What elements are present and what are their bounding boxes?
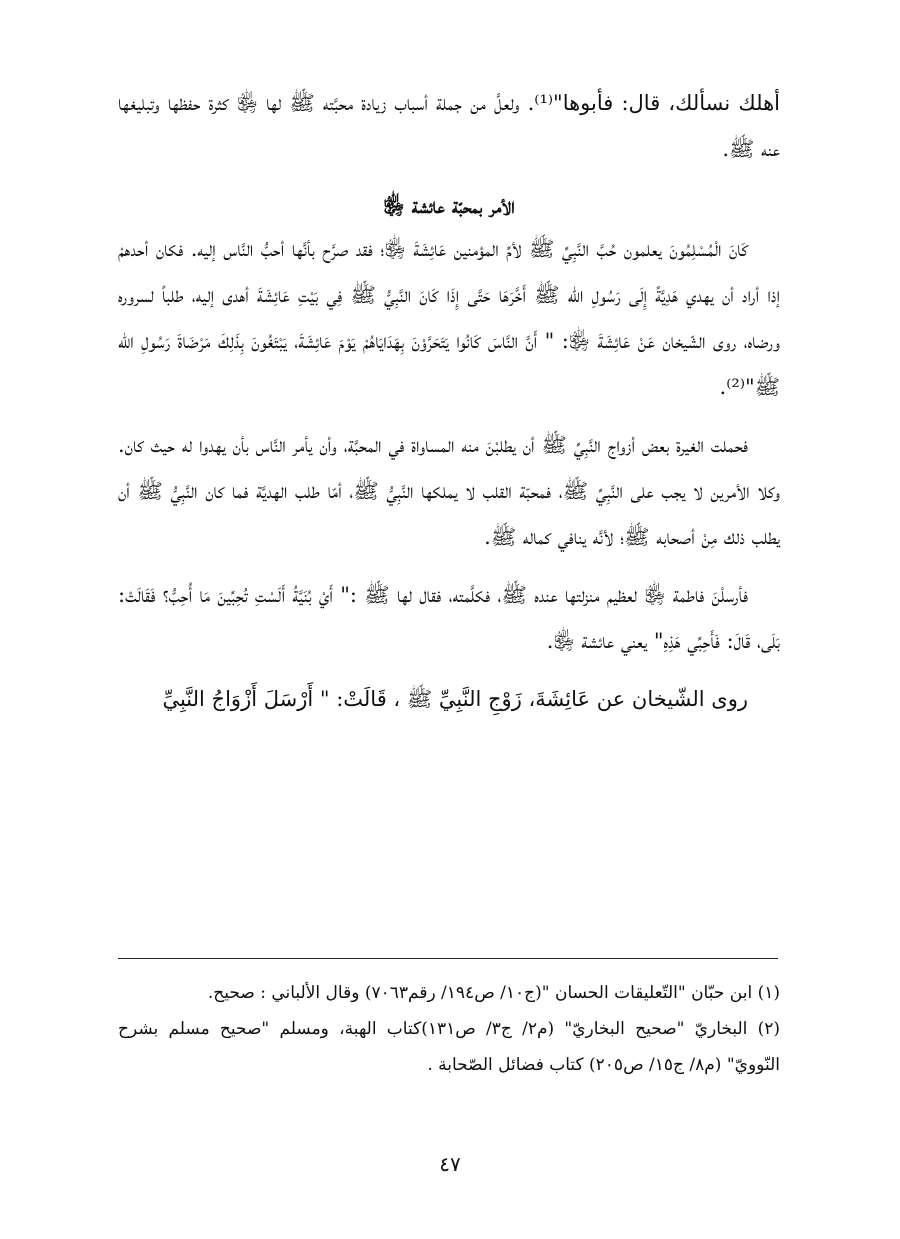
paragraph-4: فأرسلْنَ فاطمة ﵂ لعظيم منزلتها عنده ﷺ، فكلَّمته، فقال لها ﷺ :" أَيْ بُنَيَّةُ أَلَسْتِ تُحِبِّينَ مَا أُحِبُّ؟ فَقَالَتْ: بَلَى، قَالَ: فَأَحِبِّي هَذِهِ" يعني عائشة ﵂. bbox=[118, 583, 780, 653]
footnotes bbox=[118, 975, 780, 1083]
footnote-divider bbox=[118, 958, 778, 959]
section-heading: الأمر بمحبّة عائشة ﵂ bbox=[383, 193, 515, 218]
paragraph-1: أهلك نسألك، قال: فأبوها"⁽¹⁾. ولعلَّ من جملة أسباب زيادة محبَّته ﷺ لها ﵂ كثرة حفظها وتبليغها عنه ﷺ. bbox=[118, 91, 780, 161]
page-number: ٤٧ bbox=[439, 1152, 461, 1176]
paragraph-3: فحملت الغيرة بعض أزواج النَّبِيِّ ﷺ أن يطلبْنَ منه المساواة في المحبَّة، وأن يأمر النَّاس بأن يهدوا له حيث كان. وكلا الأمرين لا يجب على النَّبِيِّ ﷺ، فمحبّة القلب لا يملكها النَّبِيُّ ﷺ، أمّا طلب الهديَّة فما كان النَّبِيُّ ﷺ أن يطلب ذلك مِنْ أصحابه ﷺ؛ لأنَّه ينافي كماله ﷺ. bbox=[118, 433, 780, 549]
paragraph-2: كَانَ الْمُسْلِمُونَ يعلمون حُبَّ النَّبِيِّ ﷺ لأمِّ المؤمنين عَائِشَةَ ﵂؛ فقد صرَّح بأنَّها أحبُّ النَّاس إليه. فكان أحدهمْ إذا أراد أن يهدي هَدِيَّةً إِلَى رَسُولِ الله ﷺ أَخَّرَهَا حَتَّى إِذَا كَانَ النَّبِيُّ ﷺ فِي بَيْتِ عَائِشَةَ أهدى إليه، طلباً لسروره ورضاه، روى الشّيخان عَنْ عَائِشَةَ ﵂: " أَنَّ النَّاسَ كَانُوا يَتَحَرَّوْنَ بِهَدَايَاهُمْ يَوْمَ عَائِشَةَ، يَبْتَغُونَ بِذَلِكَ مَرْضَاةَ رَسُولِ الله ﷺ"⁽²⁾. bbox=[118, 237, 780, 399]
footnote-1: (١) ابن حبّان "التّعليقات الحسان "(ج١٠/ ص١٩٤/ رقم٧٠٦٣) وقال الألباني : صحيح. bbox=[207, 983, 780, 1003]
footnote-2: (٢) البخاريّ "صحيح البخاريّ" (م٢/ ج٣/ ص١٣١)كتاب الهبة، ومسلم "صحيح مسلم بشرح النّوويّ" (م٨/ ج١٥/ ص٢٠٥) كتاب فضائل الصّحابة . bbox=[118, 1019, 781, 1075]
paragraph-5: روى الشّيخان عن عَائِشَةَ، زَوْجِ النَّبِيِّ ﷺ ، قَالَتْ: " أَرْسَلَ أَزْوَاجُ النَّبِيِّ bbox=[162, 687, 748, 711]
